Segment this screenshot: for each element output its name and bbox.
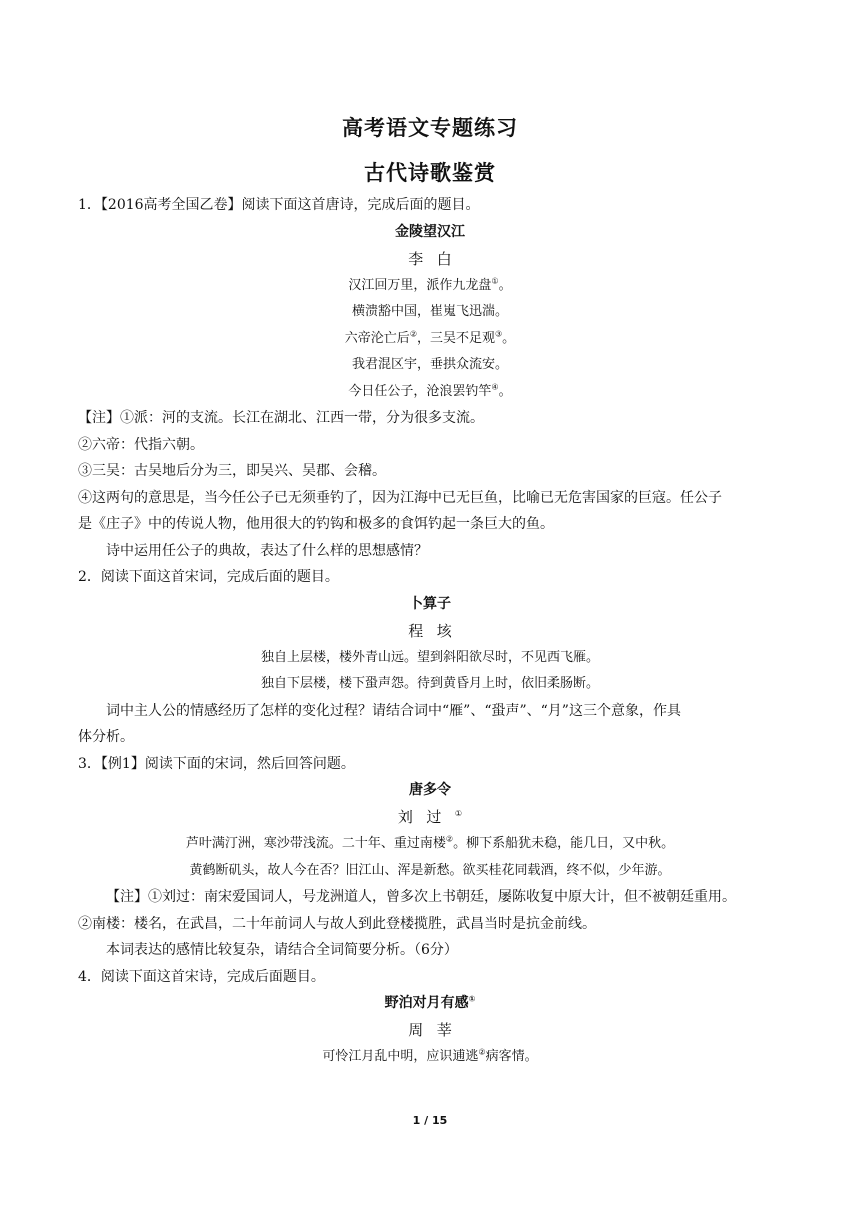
poem-title: 卜算子 [409, 595, 451, 612]
verse-line: 独自下层楼，楼下蛩声怨。待到黄昏月上时，依旧柔肠断。 [260, 676, 599, 691]
note-line: ④这两句的意思是，当今任公子已无须垂钓了，因为江海中已无巨鱼，比喻已无危害国家的巨寇。任公子 [78, 489, 722, 506]
question-1 [78, 192, 782, 564]
poem-author: 李白 [408, 249, 466, 268]
poem-title: 金陵望汉江 [395, 223, 465, 240]
verse-line: 独自上层楼，楼外青山远。望到斜阳欲尽时，不见西飞雁。 [260, 649, 599, 665]
document-subtitle: 古代诗歌鉴赏 [364, 161, 496, 185]
question-2 [78, 564, 782, 751]
question-2-prompt: 2．阅读下面这首宋词，完成后面的题目。 [78, 569, 339, 585]
note-line: ②六帝：代指六朝。 [78, 436, 204, 453]
note-line: ②南楼：楼名，在武昌，二十年前词人与故人到此登楼揽胜，武昌当时是抗金前线。 [78, 915, 596, 932]
document-page [78, 110, 782, 1071]
footnote-marker: ① [454, 809, 476, 818]
verse-line: 我君混区宇，垂拱众流安。 [351, 357, 508, 372]
note-line: ③三吴：古吴地后分为三，即吴兴、吴郡、会稽。 [78, 463, 386, 479]
question-3-prompt: 3．【例1】阅读下面的宋词，然后回答问题。 [78, 755, 355, 772]
page-number: 1 / 15 [412, 1114, 448, 1127]
poem-author: 刘过① [397, 808, 476, 826]
question-1-prompt: 1．【2016高考全国乙卷】阅读下面这首唐诗，完成后面的题目。 [78, 197, 480, 213]
note-line: 是《庄子》中的传说人物，他用很大的钓钩和极多的食饵钓起一条巨大的鱼。 [78, 516, 554, 532]
question-text: 词中主人公的情感经历了怎样的变化过程？请结合词中“雁”、“蛩声”、“月”这三个意象，作具 [106, 702, 681, 719]
verse-line: 汉江回万里，派作九龙盘①。 [348, 276, 512, 293]
note-line: 【注】①派：河的支流。长江在湖北、江西一带，分为很多支流。 [78, 410, 484, 426]
question-text: 本词表达的感情比较复杂，请结合全词简要分析。（6分） [106, 942, 458, 958]
question-text-cont: 体分析。 [78, 729, 134, 745]
verse-line: 可怜江月乱中明，应识逋逃②病客情。 [322, 1047, 538, 1064]
poem-author: 程垓 [408, 621, 466, 640]
poem-title: 唐多令 [409, 782, 451, 798]
poem-author: 周莘 [408, 1021, 466, 1039]
footnote-marker: ① [468, 994, 476, 1004]
question-text: 诗中运用任公子的典故，表达了什么样的思想感情？ [106, 542, 428, 559]
poem-title: 野泊对月有感① [384, 994, 476, 1011]
question-4 [78, 964, 782, 1071]
document-title: 高考语文专题练习 [342, 116, 518, 140]
question-4-prompt: 4．阅读下面这首宋诗，完成后面题目。 [78, 968, 325, 985]
verse-line: 芦叶满汀洲，寒沙带浅流。二十年、重过南楼②。柳下系船犹未稳，能几日，又中秋。 [185, 834, 675, 851]
note-line: 【注】①刘过：南宋爱国词人，号龙洲道人，曾多次上书朝廷，屡陈收复中原大计，但不被朝廷重用。 [106, 889, 736, 905]
verse-line: 横溃豁中国，崔嵬飞迅湍。 [351, 304, 508, 319]
verse-line: 今日任公子，沧浪罢钓竿④。 [348, 382, 512, 399]
question-3 [78, 751, 782, 964]
verse-line: 六帝沦亡后②，三吴不足观③。 [344, 329, 516, 346]
verse-line: 黄鹤断矶头，故人今在否？旧江山、浑是新愁。欲买桂花同载酒，终不似，少年游。 [189, 862, 671, 878]
